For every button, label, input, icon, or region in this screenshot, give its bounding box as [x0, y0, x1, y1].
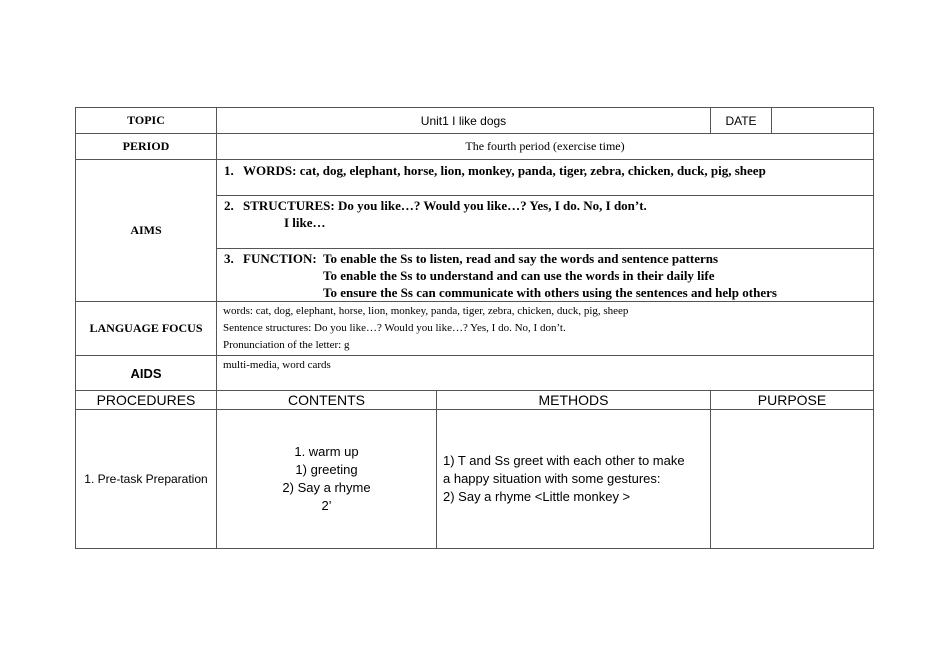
aims-structures-cell: [216, 195, 874, 249]
stage-methods-line: 1) T and Ss greet with each other to make: [443, 453, 685, 468]
contents-header: CONTENTS: [216, 390, 437, 410]
aims-words-cell: [216, 159, 874, 196]
date-label: DATE: [710, 107, 772, 134]
stage-methods-cell: [436, 409, 711, 549]
aims-function-number: 3.: [224, 251, 234, 266]
language-focus-cell: [216, 301, 874, 356]
period-value: The fourth period (exercise time): [216, 133, 874, 160]
aims-function-cell: [216, 248, 874, 302]
language-focus-line: Pronunciation of the letter: g: [223, 339, 350, 351]
aims-function-line: To ensure the Ss can communicate with others using the sentences and help others: [323, 285, 777, 300]
procedures-header: PROCEDURES: [75, 390, 217, 410]
aids-label: AIDS: [75, 355, 217, 391]
aims-label: AIMS: [75, 159, 217, 302]
language-focus-line: Sentence structures: Do you like…? Would you like…? Yes, I do. No, I don’t.: [223, 322, 566, 334]
language-focus-label: LANGUAGE FOCUS: [75, 301, 217, 356]
stage-contents-line: 1) greeting: [295, 462, 358, 477]
period-label: PERIOD: [75, 133, 217, 160]
aims-words-number: 1.: [224, 163, 234, 178]
aids-value: multi-media, word cards: [223, 359, 331, 371]
topic-label: TOPIC: [75, 107, 217, 134]
topic-value: Unit1 I like dogs: [216, 107, 711, 134]
stage-contents-line: 2’: [321, 498, 332, 513]
aims-function-line: To enable the Ss to understand and can use the words in their daily life: [323, 268, 715, 283]
stage-purpose-cell: [710, 409, 874, 549]
stage-contents-line: 1. warm up: [294, 444, 359, 459]
date-value: [771, 107, 874, 134]
aims-words-text: WORDS: cat, dog, elephant, horse, lion, monkey, panda, tiger, zebra, chicken, duck, pig, sheep: [243, 163, 766, 178]
aims-structures-line1: STRUCTURES: Do you like…? Would you like…? Yes, I do. No, I don’t.: [243, 198, 647, 213]
aids-cell: [216, 355, 874, 391]
stage-name: 1. Pre-task Preparation: [75, 409, 217, 549]
language-focus-line: words: cat, dog, elephant, horse, lion, monkey, panda, tiger, zebra, chicken, duck, pig, sheep: [223, 305, 629, 317]
purpose-header: PURPOSE: [710, 390, 874, 410]
aims-function-prefix: FUNCTION:: [243, 251, 317, 266]
stage-contents-line: 2) Say a rhyme: [282, 480, 371, 495]
methods-header: METHODS: [436, 390, 711, 410]
aims-structures-number: 2.: [224, 198, 234, 213]
stage-methods-line: a happy situation with some gestures:: [443, 471, 661, 486]
stage-methods-line: 2) Say a rhyme <Little monkey >: [443, 489, 631, 504]
aims-function-line: To enable the Ss to listen, read and say the words and sentence patterns: [323, 251, 719, 266]
stage-contents-cell: [216, 409, 437, 549]
aims-structures-line2: I like…: [284, 215, 326, 230]
